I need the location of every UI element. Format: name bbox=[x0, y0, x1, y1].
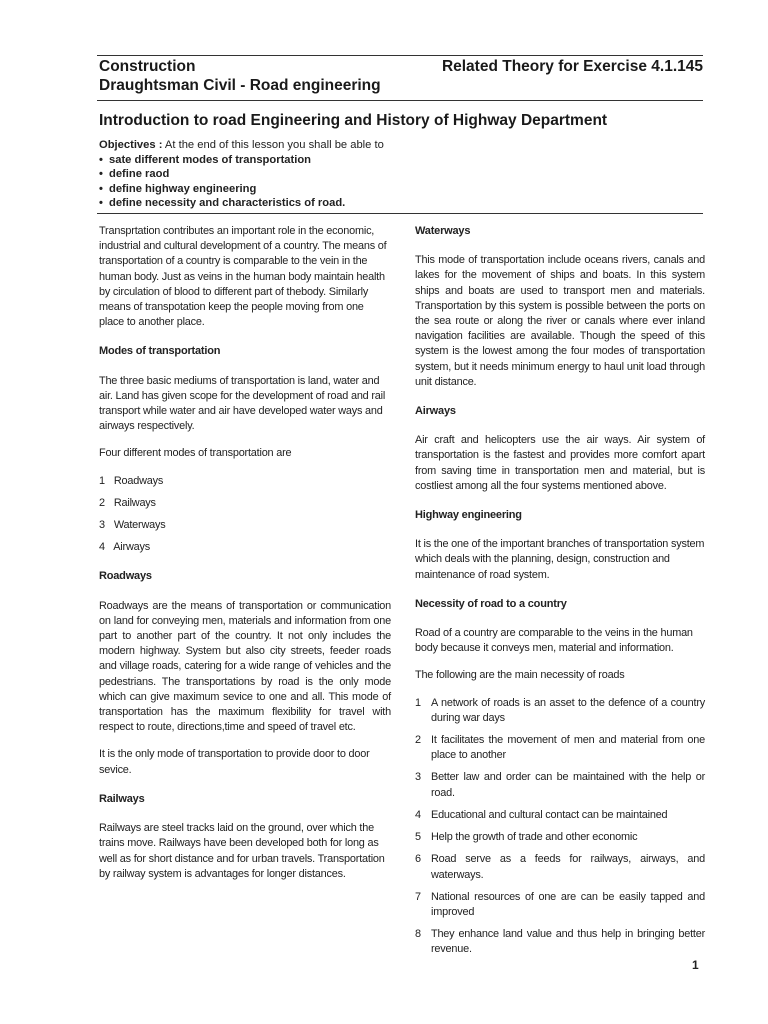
list-number: 1 bbox=[415, 696, 421, 709]
objective-item-last bbox=[99, 196, 703, 211]
objective-item: • sate different modes of transportation bbox=[99, 153, 703, 168]
header-trade: Draughtsman Civil - Road engineering bbox=[99, 77, 381, 94]
list-text: Road serve as a feeds for railways, airways, and waterways. bbox=[431, 853, 705, 881]
list-text: Educational and cultural contact can be maintained bbox=[431, 808, 668, 821]
list-number: 2 bbox=[415, 734, 421, 747]
list-item bbox=[415, 927, 705, 957]
waterways-paragraph: This mode of transportation include oceans rivers, canals and lakes for the movement of ships and boats. In this system ships and boats are used to transport men and materials. Transportation by this system is possible between the ports on the sea route or along the river or canals where ever inland navigation facilities are available. Though the speed of this system is the lowest among the four modes of transportation system, but it needs minimum energy to haul unit load through unit distance. bbox=[415, 254, 705, 388]
list-text: Railways bbox=[113, 496, 156, 509]
modes-paragraph-1: The three basic mediums of transportation is land, water and air. Land has given scope for the development of road and rail transport while water and air have developed water ways and airways respectively. bbox=[99, 374, 386, 433]
list-item bbox=[415, 733, 705, 763]
roadways-paragraph-2: It is the only mode of transportation to provide door to door sevice. bbox=[99, 748, 370, 776]
list-text: Waterways bbox=[113, 519, 166, 532]
objective-item-suffix: . bbox=[342, 197, 346, 210]
list-item bbox=[99, 540, 391, 555]
intro-paragraph: Transprtation contributes an important role in the economic, industrial and cultural development of a country. The means of transportation of a country is comparable to the vein in the human body. Just as veins in the human body maintain health by circulation of blood to different part of thebody. Similarly means of transpotation keep the people moving from one place to another place. bbox=[99, 225, 387, 329]
list-text: It facilitates the movement of men and material from one place to another bbox=[431, 734, 705, 762]
list-item bbox=[99, 518, 391, 533]
header-rule-bottom bbox=[97, 100, 703, 101]
airways-paragraph: Air craft and helicopters use the air ways. Air system of transportation is the fastest and provides more comfort apart from saving time in transportation men and material, but is costliest among all the four systems mentioned above. bbox=[415, 434, 705, 492]
list-number: 6 bbox=[415, 853, 421, 866]
header-section: Construction bbox=[99, 58, 196, 75]
list-text: Better law and order can be maintained with the help or road. bbox=[431, 771, 705, 799]
roadways-heading: Roadways bbox=[99, 570, 152, 583]
necessity-paragraph-1: Road of a country are comparable to the veins in the human body because it conveys men, material and information. bbox=[415, 627, 693, 655]
objectives-intro: At the end of this lesson you shall be able to bbox=[162, 139, 384, 151]
list-number: 7 bbox=[415, 890, 421, 903]
list-item bbox=[415, 696, 705, 726]
highway-paragraph: It is the one of the important branches of transportation system which deals with the planning, design, construction and maintenance of road system. bbox=[415, 538, 705, 581]
modes-paragraph-2: Four different modes of transportation are bbox=[99, 447, 292, 460]
objective-item-text: define necessity and characteristics of road bbox=[109, 197, 343, 210]
list-number: 3 bbox=[99, 519, 105, 532]
left-column bbox=[99, 224, 391, 894]
objective-item: • define highway engineering bbox=[99, 182, 703, 197]
list-text: Help the growth of trade and other economic bbox=[431, 831, 638, 844]
list-item bbox=[415, 808, 705, 823]
page-header bbox=[99, 57, 703, 95]
header-rule-top bbox=[97, 55, 703, 56]
roadways-paragraph-1: Roadways are the means of transportation or communication on land for conveying men, materials and information from one part to another part of the country. It not only includes the modern highway. System but also city streets, feeder roads and village roads, catering for a wide range of vehicles and the pedestrians. The transportations by road is the only mode which can give maximum sevice to one and all. This mode of transportation has the maximum flexibility for travel with respect to route, directions,time and speed of travel etc. bbox=[99, 599, 391, 734]
objectives-rule bbox=[97, 213, 703, 214]
list-item bbox=[99, 474, 391, 489]
list-item bbox=[415, 830, 705, 845]
list-number: 4 bbox=[415, 808, 421, 821]
list-text: Roadways bbox=[113, 474, 164, 487]
list-item bbox=[415, 770, 705, 800]
list-text: They enhance land value and thus help in bringing better revenue. bbox=[431, 928, 705, 956]
list-number: 4 bbox=[99, 541, 105, 554]
necessity-paragraph-2: The following are the main necessity of roads bbox=[415, 669, 625, 682]
highway-heading: Highway engineering bbox=[415, 509, 522, 522]
list-text: Airways bbox=[113, 541, 150, 554]
objectives-block bbox=[99, 138, 703, 211]
waterways-heading: Waterways bbox=[415, 225, 471, 237]
necessity-heading: Necessity of road to a country bbox=[415, 597, 567, 610]
airways-heading: Airways bbox=[415, 405, 456, 418]
list-item bbox=[99, 496, 391, 511]
objective-item: • define raod bbox=[99, 167, 703, 182]
page-title: Introduction to road Engineering and History of Highway Department bbox=[99, 112, 608, 129]
header-exercise: Related Theory for Exercise 4.1.145 bbox=[441, 58, 703, 75]
modes-list bbox=[99, 474, 391, 556]
list-item bbox=[415, 890, 705, 920]
list-text: National resources of one are can be easily tapped and improved bbox=[431, 890, 705, 918]
list-number: 1 bbox=[99, 474, 105, 487]
necessity-list bbox=[415, 696, 705, 958]
list-item bbox=[415, 852, 705, 882]
modes-heading: Modes of transportation bbox=[99, 345, 221, 358]
railways-heading: Railways bbox=[99, 792, 145, 805]
list-number: 5 bbox=[415, 831, 421, 844]
objectives-list bbox=[99, 153, 703, 211]
page-number: 1 bbox=[692, 958, 699, 972]
objectives-lead bbox=[99, 138, 703, 153]
list-number: 2 bbox=[99, 496, 105, 509]
objectives-label: Objectives : bbox=[99, 139, 163, 151]
list-number: 3 bbox=[415, 771, 421, 784]
railways-paragraph: Railways are steel tracks laid on the ground, over which the trains move. Railways have been developed both for long as well as for short distance and for urban travels. Transportation by railway system is advantages for longer distances. bbox=[99, 822, 385, 880]
right-column bbox=[415, 224, 705, 965]
list-number: 8 bbox=[415, 928, 421, 941]
list-text: A network of roads is an asset to the defence of a country during war days bbox=[431, 696, 705, 724]
